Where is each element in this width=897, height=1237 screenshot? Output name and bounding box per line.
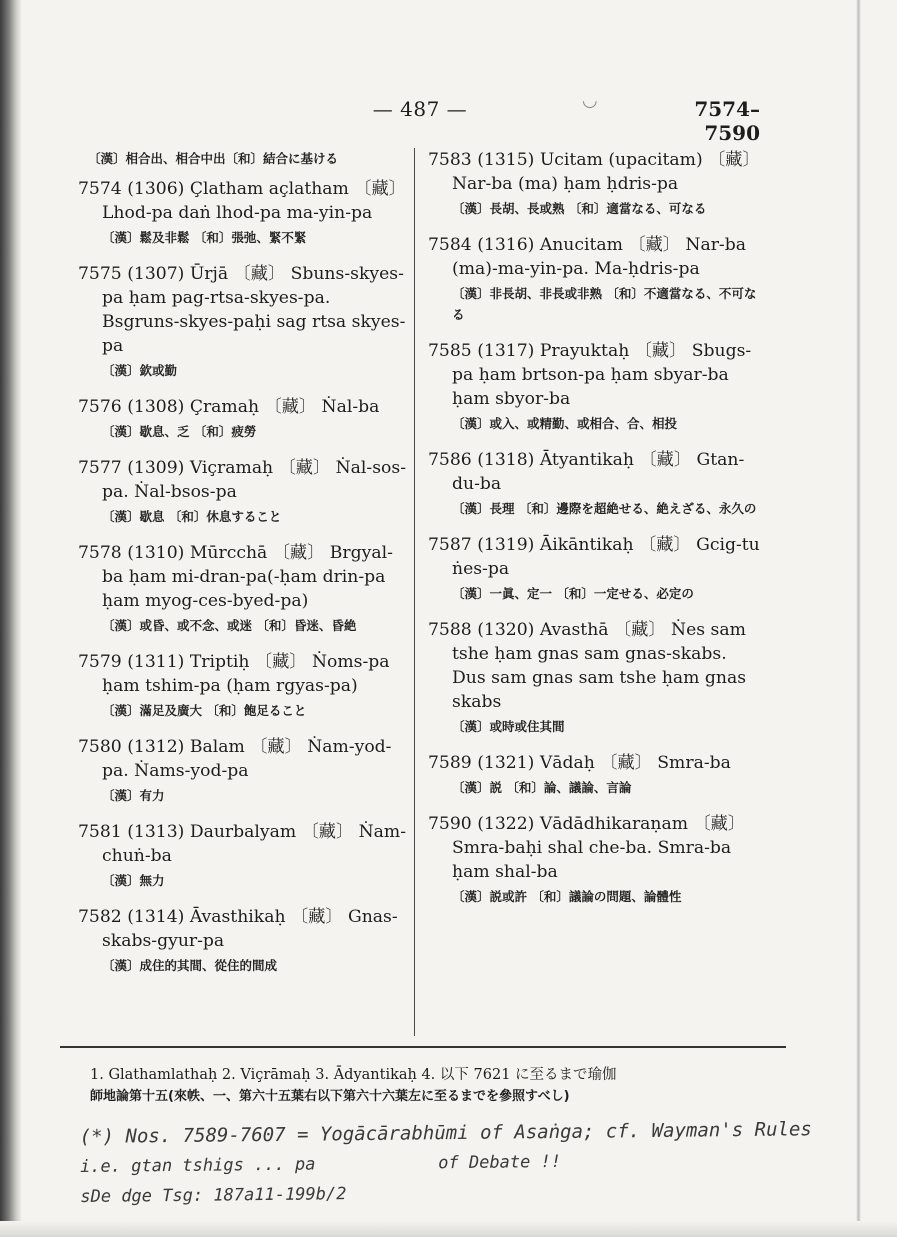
entry-gloss: 〔漢〕成住的其間、從住的間成	[102, 958, 278, 973]
footnote-rule	[60, 1046, 786, 1048]
entry-gloss: 〔漢〕或時或住其間	[452, 719, 565, 734]
continued-gloss: 〔漢〕相合出、相合中出〔和〕結合に基ける	[88, 151, 339, 166]
column-divider	[414, 148, 415, 1036]
entry-7582	[78, 905, 408, 976]
entry-gloss: 〔漢〕一眞、定一 〔和〕一定せる、必定の	[452, 586, 694, 601]
entry-gloss: 〔漢〕説 〔和〕論、議論、言論	[452, 780, 632, 795]
entry-7587	[428, 533, 760, 604]
entry-7583	[428, 148, 760, 219]
entry-7578	[78, 541, 408, 636]
entry-7588	[428, 618, 760, 737]
page-number: — 487 —	[372, 97, 468, 121]
entry-heading: 7581 (1313) Daurbalyam 〔藏〕 Ṅam-chuṅ-ba	[78, 822, 407, 866]
entry-gloss: 〔漢〕或入、或精勤、或相合、合、相投	[452, 416, 678, 431]
entry-7579	[78, 650, 408, 721]
page-edge-shadow	[856, 0, 861, 1237]
right-column	[428, 148, 760, 921]
entry-heading: 7577 (1309) Viçramaḥ 〔藏〕 Ṅal-sos-pa. Ṅal-bsos-pa	[78, 458, 407, 502]
entry-heading: 7588 (1320) Avasthā 〔藏〕 Ṅes sam tshe ḥam gnas sam gnas-skabs. Dus sam gnas sam tshe ḥam gnas skabs	[428, 620, 747, 712]
entry-gloss: 〔漢〕鬆及非鬆 〔和〕張弛、緊不緊	[102, 230, 307, 245]
entry-7586	[428, 448, 760, 519]
entry-gloss: 〔漢〕歇息 〔和〕休息すること	[102, 509, 282, 524]
entry-heading: 7587 (1319) Āikāntikaḥ 〔藏〕 Gcig-tu ṅes-pa	[428, 535, 760, 579]
footnote-line-1: 1. Glathamlathaḥ 2. Viçrāmaḥ 3. Ādyantikaḥ 4. 以下 7621 に至るまで瑜伽	[90, 1067, 617, 1083]
entry-7576	[78, 395, 408, 442]
entry-7590	[428, 812, 760, 907]
entry-heading: 7576 (1308) Çramaḥ 〔藏〕 Ṅal-ba	[78, 397, 380, 417]
entry-7574	[78, 177, 408, 248]
entry-gloss: 〔漢〕無力	[102, 873, 165, 888]
left-column	[78, 148, 408, 990]
entry-heading: 7580 (1312) Balam 〔藏〕 Ṅam-yod-pa. Ṅams-yod-pa	[78, 737, 392, 781]
entry-heading: 7578 (1310) Mūrcchā 〔藏〕 Brgyal-ba ḥam mi-dran-pa(-ḥam drin-pa ḥam myog-ces-byed-pa)	[78, 543, 393, 611]
page-bottom-shadow	[0, 1221, 897, 1237]
entry-heading: 7582 (1314) Āvasthikaḥ 〔藏〕 Gnas-skabs-gyur-pa	[78, 907, 398, 951]
entry-range: 7574–7590	[694, 97, 760, 145]
entry-gloss: 〔漢〕非長胡、非長或非熟 〔和〕不適當なる、不可なる	[452, 286, 757, 322]
entry-gloss: 〔漢〕滿足及廣大 〔和〕飽足ること	[102, 703, 307, 718]
footnote-line-2: 師地論第十五(來帙、一、第六十五葉右以下第六十六葉左に至るまでを參照すべし)	[90, 1089, 570, 1104]
entry-heading: 7579 (1311) Triptiḥ 〔藏〕 Ṅoms-pa ḥam tshim-pa (ḥam rgyas-pa)	[78, 652, 390, 696]
entry-7575	[78, 262, 408, 381]
footnotes	[90, 1064, 770, 1108]
entry-7589	[428, 751, 760, 798]
entry-7584	[428, 233, 760, 325]
entry-gloss: 〔漢〕歇息、乏 〔和〕疲勞	[102, 424, 257, 439]
entry-7581	[78, 820, 408, 891]
handwritten-line-1: (*) Nos. 7589-7607 = Yogācārabhūmi of Asaṅga; cf. Wayman's Rules	[79, 1118, 812, 1148]
entry-gloss: 〔漢〕欽或勤	[102, 363, 178, 378]
entry-heading: 7583 (1315) Ucitam (upacitam) 〔藏〕 Nar-ba (ma) ḥam ḥdris-pa	[428, 150, 760, 194]
entry-7580	[78, 735, 408, 806]
entry-heading: 7574 (1306) Çlatham açlatham 〔藏〕 Lhod-pa daṅ lhod-pa ma-yin-pa	[78, 179, 406, 223]
entry-gloss: 〔漢〕有力	[102, 788, 165, 803]
entry-heading: 7586 (1318) Ātyantikaḥ 〔藏〕 Gtan-du-ba	[428, 450, 745, 494]
entry-gloss: 〔漢〕説或許 〔和〕議論の問題、論體性	[452, 889, 682, 904]
entry-heading: 7584 (1316) Anucitam 〔藏〕 Nar-ba (ma)-ma-yin-pa. Ma-ḥdris-pa	[428, 235, 746, 279]
handwritten-line-2: i.e. gtan tshigs ... pa of Debate !!	[79, 1151, 562, 1177]
book-spine-shadow	[0, 0, 22, 1237]
entry-heading: 7590 (1322) Vādādhikaraṇam 〔藏〕 Smra-baḥi shal che-ba. Smra-ba ḥam shal-ba	[428, 814, 746, 882]
entry-gloss: 〔漢〕長理 〔和〕邊際を超絶せる、絶えざる、永久の	[452, 501, 757, 516]
handwritten-line-3: sDe dge Tsg: 187a11-199b/2	[80, 1184, 347, 1207]
handwritten-note	[80, 1114, 841, 1212]
entry-7585	[428, 339, 760, 434]
pencil-mark: ◡	[582, 90, 598, 111]
entry-heading: 7585 (1317) Prayuktaḥ 〔藏〕 Sbugs-pa ḥam brtson-pa ḥam sbyar-ba ḥam sbyor-ba	[428, 341, 752, 409]
entry-gloss: 〔漢〕長胡、長或熟 〔和〕適當なる、可なる	[452, 201, 707, 216]
entry-7577	[78, 456, 408, 527]
entry-heading: 7589 (1321) Vādaḥ 〔藏〕 Smra-ba	[428, 753, 731, 773]
entry-heading: 7575 (1307) Ūrjā 〔藏〕 Sbuns-skyes-pa ḥam pag-rtsa-skyes-pa. Bsgruns-skyes-paḥi sag rtsa skyes-pa	[78, 264, 406, 356]
entry-gloss: 〔漢〕或昏、或不念、或迷 〔和〕昏迷、昏絶	[102, 618, 357, 633]
